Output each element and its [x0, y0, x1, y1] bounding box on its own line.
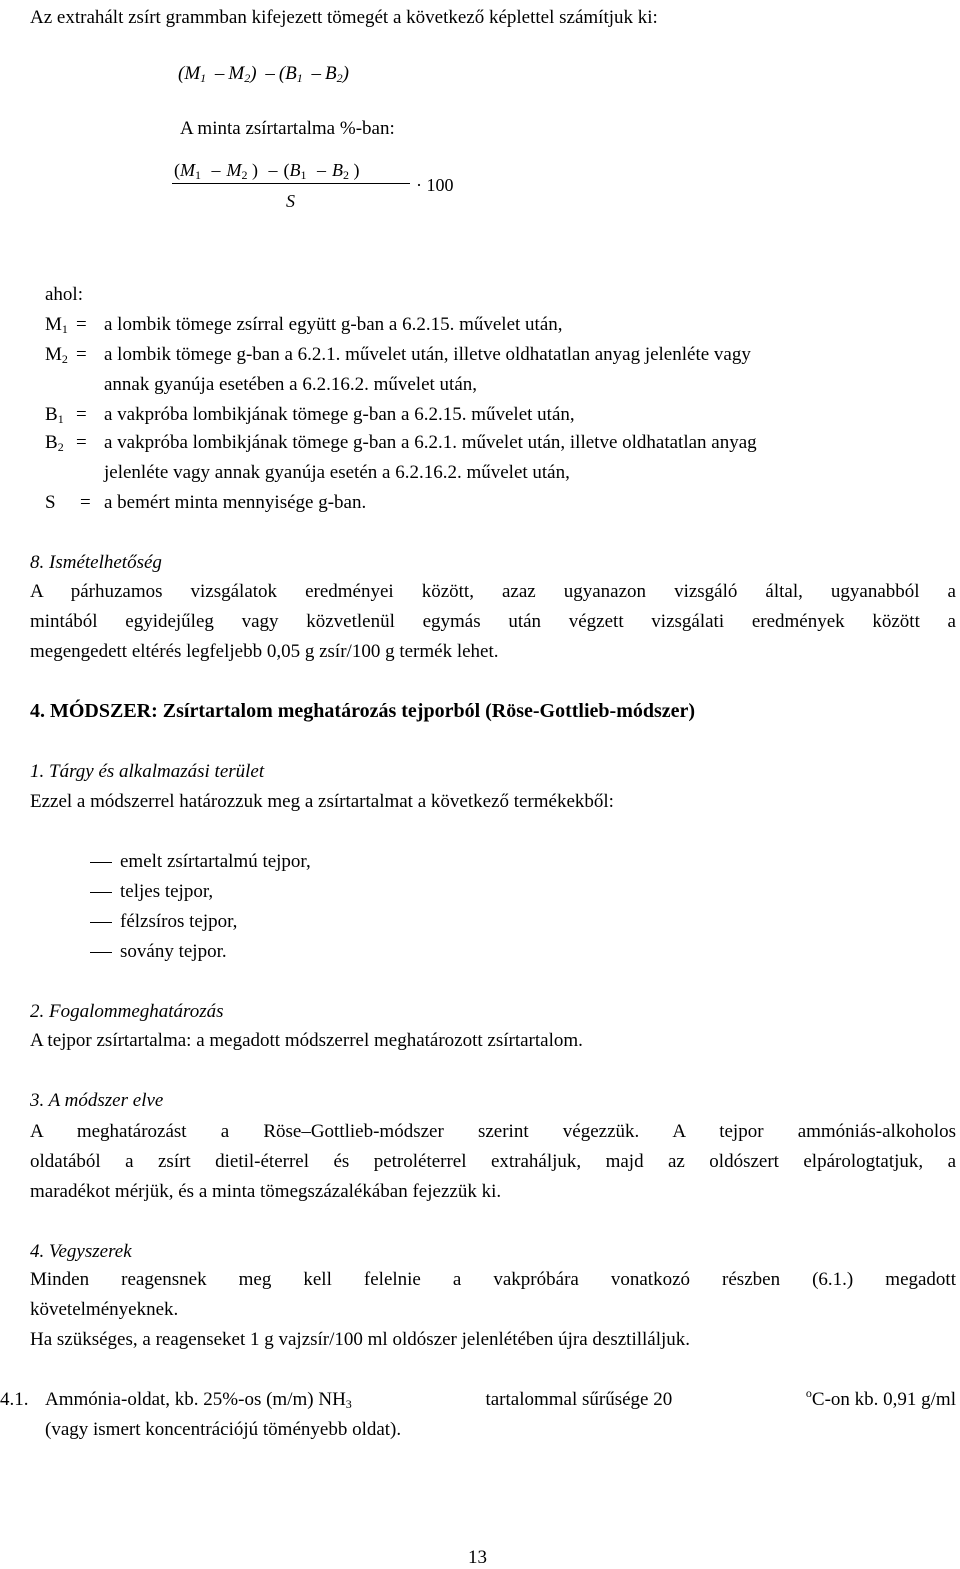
- subsection-3-line-3: maradékot mérjük, és a minta tömegszázalékában fejezzük ki.: [30, 1181, 502, 1202]
- list-dash: [90, 922, 112, 923]
- list-item: sovány tejpor.: [120, 941, 227, 962]
- subsection-1-text: Ezzel a módszerrel határozzuk meg a zsírtartalmat a következő termékekből:: [30, 791, 614, 812]
- subsection-3-line-2: oldatából a zsírt dietil-éterrel és petroléterrel extraháljuk, majd az oldószert elpárologtatjuk, a: [30, 1151, 956, 1172]
- list-item: emelt zsírtartalmú tejpor,: [120, 851, 311, 872]
- subsection-3-heading: 3. A módszer elve: [30, 1090, 164, 1111]
- fraction-bar: [172, 183, 410, 184]
- subsection-4-line-3: Ha szükséges, a reagenseket 1 g vajzsír/100 ml oldószer jelenlétében újra desztilláljuk.: [30, 1329, 691, 1350]
- subsection-4-line-2: követelményeknek.: [30, 1299, 179, 1320]
- intro-text: Az extrahált zsírt grammban kifejezett tömegét a következő képlettel számítjuk ki:: [30, 7, 658, 28]
- subsection-4-heading: 4. Vegyszerek: [30, 1241, 132, 1262]
- subsection-1-heading: 1. Tárgy és alkalmazási terület: [30, 761, 265, 782]
- item-4-1-line-1: Ammónia-oldat, kb. 25%-os (m/m) $NH_3$ tartalommal sűrűsége 20 $^o$C-on kb. 0,91 g/ml: [45, 1386, 956, 1411]
- list-item: félzsíros tejpor,: [120, 911, 238, 932]
- list-item: teljes tejpor,: [120, 881, 214, 902]
- formula-denominator: S: [286, 191, 295, 211]
- subsection-2-heading: 2. Fogalommeghatározás: [30, 1001, 224, 1022]
- where-label: ahol:: [45, 284, 83, 305]
- list-dash: [90, 952, 112, 953]
- list-dash: [90, 862, 112, 863]
- subsection-4-line-1: Minden reagensnek meg kell felelnie a vakpróbára vonatkozó részben (6.1.) megadott: [30, 1269, 956, 1290]
- item-4-1-number: 4.1.: [0, 1389, 29, 1410]
- section-8-line-3: megengedett eltérés legfeljebb 0,05 g zsír/100 g termék lehet.: [30, 641, 499, 662]
- method-title: 4. MÓDSZER: Zsírtartalom meghatározás tejporból (Röse-Gottlieb-módszer): [30, 700, 696, 722]
- formula-mass: $(M_1 - M_2) - (B_1 - B_2)$: [178, 63, 349, 85]
- subsection-2-text: A tejpor zsírtartalma: a megadott módszerrel meghatározott zsírtartalom.: [30, 1030, 583, 1051]
- formula-multiplier: · 100: [416, 175, 454, 195]
- section-8-line-1: A párhuzamos vizsgálatok eredményei között, azaz ugyanazon vizsgáló által, ugyanabból a: [30, 581, 956, 602]
- section-8-heading: 8. Ismételhetőség: [30, 552, 162, 573]
- section-8-line-2: mintából egyidejűleg vagy közvetlenül egymás után végzett vizsgálati eredmények között a: [30, 611, 956, 632]
- percent-label: A minta zsírtartalma %-ban:: [180, 118, 395, 139]
- subsection-3-line-1: A meghatározást a Röse–Gottlieb-módszer szerint végezzük. A tejpor ammóniás-alkoholos: [30, 1121, 956, 1142]
- list-dash: [90, 892, 112, 893]
- item-4-1-line-2: (vagy ismert koncentrációjú töményebb oldat).: [45, 1419, 402, 1440]
- page-number: 13: [468, 1547, 487, 1568]
- formula-percent-numerator: ($M_1 - M_2$ ) – ($B_1 - B_2$ ): [174, 160, 360, 182]
